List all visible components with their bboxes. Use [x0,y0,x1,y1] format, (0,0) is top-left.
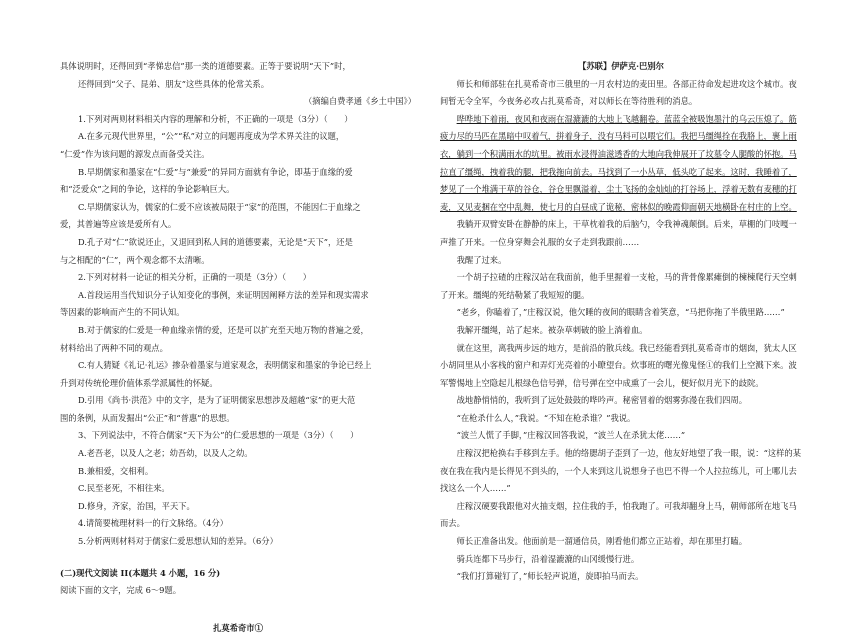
story-paragraph: “老乡，你瞌着了，”庄稼汉说，他欠睡的夜间的眼睛含着笑意，“马把你拖了半俄里路……” [456,307,785,318]
story-author: 【苏联】伊萨克·巴别尔 [578,61,664,71]
story-paragraph: 哗哗地下着雨，夜风和夜雨在湿漉漉的大地上飞越翻卷。蓝蓝全被吸饱墨汁的乌云压熄了。筋疲力尽的马匹在黑暗中叹着气，拼着身子，没有马料可以喂它们。我把马缰绳拴在我胳上，裹上雨衣，躺到一个积满雨水的坑里。被雨水浸得油滋透香的大地向我伸展开了坟墓令人腿酸的怀抱。马拉直了缰绳，拽着我的腿，把我拖向前去。马找到了一小丛草，低头吃了起来。这时，我睡着了，梦见了一个堆满干草的谷仓，谷仓里飘溢着，尘土飞扬的金灿灿的打谷场上，浮着无数有麦穗的打麦，又见麦捆在空中乱舞，使七月的白昼成了诡秘，密林似的晚霞仰面朝天地横卧在村庄的上空。 [440,113,797,212]
q2-option-c: C.有人猜疑《礼记·礼运》掺杂着墨家与道家观念，表明儒家和墨家的争论已经上 [78,360,372,371]
source-citation: （摘编自费孝通《乡土中国》） [303,96,416,107]
story-paragraph: “我们打算碰钉了，”师长轻声说道，旋即拍马而去。 [456,571,644,582]
story-paragraph: 骑兵连都下马步行，沿着湿漉漉的山冈缓慢行进。 [456,553,640,564]
q1-option-a-cont: “仁爱”作为该问题的源发点而备受关注。 [60,148,210,159]
q1-option-b: B.早期儒家和墨家在“仁爱”与“兼爱”的异同方面就有争论，即基于血缘的爱 [78,166,353,177]
story-paragraph: 一个胡子拉碴的庄稼汉站在我面前，他手里握着一支枪，马的背骨像累瘫倒的楝楝爬行天空刺了开来。缰绳的死结勒紧了我短短的腿。 [440,272,797,300]
q2-option-c-cont: 升到对传统伦理价值体系学派属性的怀疑。 [60,377,218,388]
story-paragraph: 我解开缰绳，站了起来。被杂草刺破的脸上淌着血。 [456,324,648,335]
story-paragraph: “在枪杀什么人，”我说。“不知在枪杀谁？”我说。 [456,412,636,423]
question-3: 3、下列说法中，不符合儒家“天下为公”的仁爱思想的一项是（3分）（ ） [78,430,359,441]
question-2: 2.下列对材料一论证的相关分析，正确的一项是（3分）（ ） [78,272,312,283]
q1-option-c: C.早期儒家认为，儒家的仁爱不应该被局限于“家”的范围，不能因仁于血缘之 [78,201,361,212]
q2-option-d-cont: 围的条例，从而发掘出“公正”和“普惠”的思想。 [60,412,235,423]
q2-option-b: B.对于儒家的仁爱是一种血缘亲情的爱，还是可以扩充至天地万物的普遍之爱， [78,324,369,335]
story-paragraph: 我醒了过来。 [456,254,507,265]
story-paragraph: 就在这里，离我两步远的地方，是前沿的散兵线。我已经能看到扎莫希奇市的烟囱，犹太人区小胡同里从小客栈的窗户和弄灯光亮着的小瞭望台。炊事班的曙光像鬼怪①的我们上空溅下来。波军警惕地上空隐起儿根绿色信号弹，信号弹在空中成熏了一会儿，便好似月光下的歧院。 [440,342,797,388]
story-paragraph: 庄稼汉硬要我跟他对火抽支烟，拉住我的手，怕我跑了。可我却翻身上马，朝师部所在地飞马而去。 [440,500,797,529]
story-paragraph: 师长和师部驻在扎莫希奇市三俄里的一月农村边的麦田里。各部正待命发起进攻这个城市。夜间暂无令全军，今夜务必攻占扎莫希奇，对以师长在等待胜利的消息。 [440,78,797,107]
story-paragraph: 战地静悄悄的，我听到了远处鼓鼓的哗吟声。秘密冒着的烟雾弥漫在我们四周。 [456,395,747,406]
left-column [60,58,416,637]
q2-option-a: A.首段运用当代知识分子认知变化的事例，来证明因阐释方法的差异和现实需求 [78,289,369,300]
q2-option-b-cont: 材料给出了两种不同的观点。 [60,342,168,353]
q1-option-a: A.在多元现代世界里，“公”“私”对立的问题再度成为学术界关注的议题， [78,131,345,142]
q1-option-d-cont: 与之相配的“仁”，两个观念都不太清晰。 [60,254,210,265]
story-title: 扎莫希奇市① [213,622,263,633]
intro-line-1: 具体说明时，还得回到“孝悌忠信”那一类的道德要素。正等于要说明“天下”时， [60,61,351,71]
q3-option-d: D.修身，齐家，治国，平天下。 [78,500,195,511]
section-2-instruction: 阅读下面的文字，完成 6～9题。 [60,585,182,596]
question-4: 4.请简要梳理材料一的行文脉络。（4分） [78,518,229,529]
story-body [440,76,802,586]
story-paragraph: 师长正准备出发。他面前是一溜通信员，刚看他们都立正站着，却在那里打瞌。 [456,536,747,547]
story-paragraph: 庄稼汉把枪换右手移到左手。他的络腮胡子歪到了一边，他友好地望了我一眼，说：“这样的某夜在我在我内是长得见不到头的，一个人来到这儿说想身子也巴不得一个人拉拉练儿，可上哪儿去找这么一个人……” [440,448,802,494]
q1-option-d: D.孔子对“仁”欲说还止，又退回到私人间的道德要素，无论是“天下”，还是 [78,236,353,247]
question-1: 1.下列对两则材料相关内容的理解和分析，不正确的一项是（3分）（ ） [78,113,353,124]
q1-option-c-cont: 爱，其普遍等应该是爱所有人。 [60,219,177,230]
q2-option-a-cont: 等因素的影响而产生的不同认知。 [60,307,185,318]
q2-option-d: D.引用《尚书·洪范》中的文字，是为了证明儒家思想涉及超越“家”的更大范 [78,395,356,406]
q3-option-b: B.兼相爱，交相利。 [78,465,154,476]
question-5: 5.分析两则材料对于儒家仁爱思想认知的差异。（6分） [78,536,278,547]
q1-option-b-cont: 和“泛爱众”之间的争论，这样的争论影响巨大。 [60,184,235,195]
intro-line-2: 还得回到“父子、昆弟、朋友”这些具体的伦常关系。 [78,78,270,89]
story-paragraph: “波兰人慌了手脚，”庄稼汉回答我说，“波兰人在杀犹太佬……” [456,430,686,441]
q3-option-c: C.民至老死，不相往来。 [78,483,170,494]
q3-option-a: A.老吾老，以及人之老；幼吾幼，以及人之幼。 [78,448,253,459]
story-paragraph: 我躺开双臂安卧在静静的床上，干草枕着我的后脑勺，令我神魂颠倒。后来，草棚的门吱嘎一声推了开来。一位身穿舞会礼服的女子走到我跟前…… [440,219,797,247]
right-column [440,58,802,586]
section-2-title: (二)现代文阅读 II(本题共 4 小题，16 分) [60,567,221,578]
